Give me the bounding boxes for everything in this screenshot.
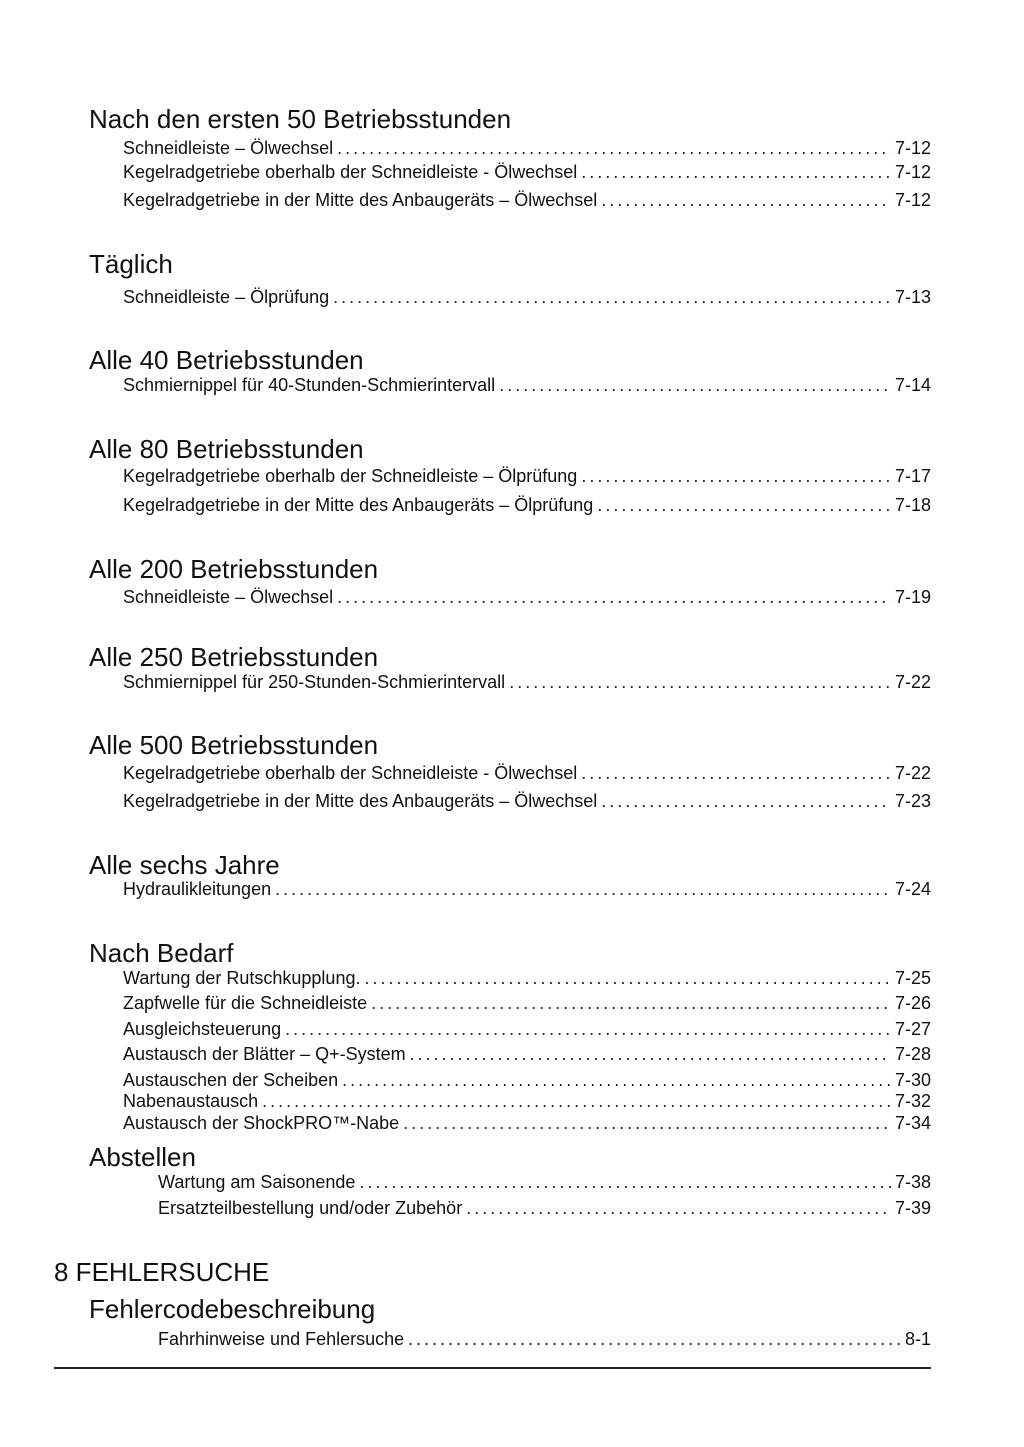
toc-entry-page: 7-24 [894,879,931,899]
toc-leader-dots [364,967,891,989]
toc-leader-dots [275,878,891,900]
toc-entry-text: Nabenaustausch [123,1091,259,1111]
toc-entry[interactable] [123,1018,931,1040]
toc-entry-text: Fahrhinweise und Fehlersuche [158,1329,405,1349]
toc-entry[interactable] [123,137,931,159]
toc-entry-page: 7-17 [894,466,931,486]
toc-entry-page: 7-28 [894,1044,931,1064]
toc-entry-page: 7-26 [894,993,931,1013]
toc-entry-page: 7-19 [894,587,931,607]
toc-entry[interactable] [123,1090,931,1112]
toc-leader-dots [262,1090,891,1112]
toc-entry-text: Kegelradgetriebe in der Mitte des Anbaugeräts – Ölprüfung [123,495,594,515]
toc-leader-dots [337,137,891,159]
section-heading: Alle 200 Betriebsstunden [89,554,379,584]
toc-entry-text: Austauschen der Scheiben [123,1070,339,1090]
toc-entry[interactable] [123,671,931,693]
toc-entry-page: 7-23 [894,791,931,811]
toc-entry-text: Schneidleiste – Ölwechsel [123,138,334,158]
toc-entry-text: Kegelradgetriebe oberhalb der Schneidleiste - Ölwechsel [123,763,578,783]
toc-entry[interactable] [123,992,931,1014]
toc-entry[interactable] [123,790,931,812]
toc-entry[interactable] [123,189,931,211]
toc-entry-page: 7-18 [894,495,931,515]
toc-entry-text: Ersatzteilbestellung und/oder Zubehör [158,1198,463,1218]
toc-entry-text: Austausch der Blätter – Q+-System [123,1044,406,1064]
toc-leader-dots [601,189,891,211]
toc-leader-dots [601,790,891,812]
toc-entry-text: Ausgleichsteuerung [123,1019,282,1039]
toc-entry[interactable] [123,1112,931,1134]
toc-entry[interactable] [123,878,931,900]
toc-entry-page: 7-25 [894,968,931,988]
toc-leader-dots [581,161,891,183]
toc-entry[interactable] [123,1043,931,1065]
toc-entry-page: 7-39 [894,1198,931,1218]
section-heading: Alle 500 Betriebsstunden [89,730,379,760]
toc-entry-page: 7-32 [894,1091,931,1111]
section-heading: Alle sechs Jahre [89,850,280,880]
toc-entry-text: Kegelradgetriebe oberhalb der Schneidleiste – Ölprüfung [123,466,578,486]
toc-leader-dots [509,671,891,693]
toc-entry-page: 7-30 [894,1070,931,1090]
toc-entry[interactable] [123,161,931,183]
toc-leader-dots [333,286,891,308]
toc-entry[interactable] [158,1197,931,1219]
toc-entry[interactable] [123,1069,931,1091]
toc-entry-text: Zapfwelle für die Schneidleiste [123,993,368,1013]
toc-entry[interactable] [123,465,931,487]
toc-leader-dots [581,465,891,487]
toc-entry[interactable] [123,374,931,396]
toc-entry[interactable] [123,494,931,516]
toc-entry-text: Hydraulikleitungen [123,879,272,899]
toc-entry[interactable] [158,1171,931,1193]
toc-entry-page: 7-22 [894,763,931,783]
toc-entry-page: 8-1 [904,1329,931,1349]
toc-entry-text: Wartung der Rutschkupplung. [123,968,361,988]
toc-entry[interactable] [123,586,931,608]
toc-entry[interactable] [123,967,931,989]
section-heading: Nach Bedarf [89,938,234,968]
toc-entry-text: Schmiernippel für 250-Stunden-Schmierintervall [123,672,506,692]
toc-leader-dots [337,586,891,608]
toc-entry-page: 7-13 [894,287,931,307]
chapter-heading: 8 FEHLERSUCHE [54,1257,270,1287]
section-heading: Alle 80 Betriebsstunden [89,434,364,464]
section-heading: Nach den ersten 50 Betriebsstunden [89,104,512,134]
toc-entry-text: Kegelradgetriebe in der Mitte des Anbaugeräts – Ölwechsel [123,791,598,811]
toc-leader-dots [342,1069,891,1091]
toc-leader-dots [499,374,891,396]
section-heading: Alle 40 Betriebsstunden [89,345,364,375]
toc-entry-text: Schneidleiste – Ölwechsel [123,587,334,607]
toc-entry-page: 7-12 [894,190,931,210]
toc-entry-text: Kegelradgetriebe oberhalb der Schneidleiste - Ölwechsel [123,162,578,182]
toc-leader-dots [410,1043,891,1065]
toc-leader-dots [371,992,891,1014]
toc-entry-page: 7-12 [894,162,931,182]
toc-entry-page: 7-27 [894,1019,931,1039]
toc-entry-text: Schneidleiste – Ölprüfung [123,287,330,307]
toc-entry-text: Austausch der ShockPRO™-Nabe [123,1113,400,1133]
toc-entry-text: Schmiernippel für 40-Stunden-Schmierintervall [123,375,496,395]
section-heading: Alle 250 Betriebsstunden [89,642,379,672]
toc-leader-dots [597,494,891,516]
toc-entry[interactable] [123,762,931,784]
section-heading: Abstellen [89,1142,196,1172]
toc-leader-dots [403,1112,891,1134]
toc-entry-page: 7-14 [894,375,931,395]
toc-entry-page: 7-38 [894,1172,931,1192]
toc-leader-dots [359,1171,891,1193]
section-heading: Fehlercodebeschreibung [89,1294,376,1324]
bottom-rule [54,1367,931,1369]
toc-leader-dots [285,1018,891,1040]
toc-leader-dots [408,1328,901,1350]
toc-leader-dots [581,762,891,784]
section-heading: Täglich [89,249,173,279]
toc-entry-page: 7-34 [894,1113,931,1133]
toc-leader-dots [466,1197,891,1219]
toc-entry-text: Wartung am Saisonende [158,1172,356,1192]
toc-entry[interactable] [123,286,931,308]
toc-entry-page: 7-22 [894,672,931,692]
toc-entry[interactable] [158,1328,931,1350]
toc-entry-page: 7-12 [894,138,931,158]
toc-entry-text: Kegelradgetriebe in der Mitte des Anbaugeräts – Ölwechsel [123,190,598,210]
